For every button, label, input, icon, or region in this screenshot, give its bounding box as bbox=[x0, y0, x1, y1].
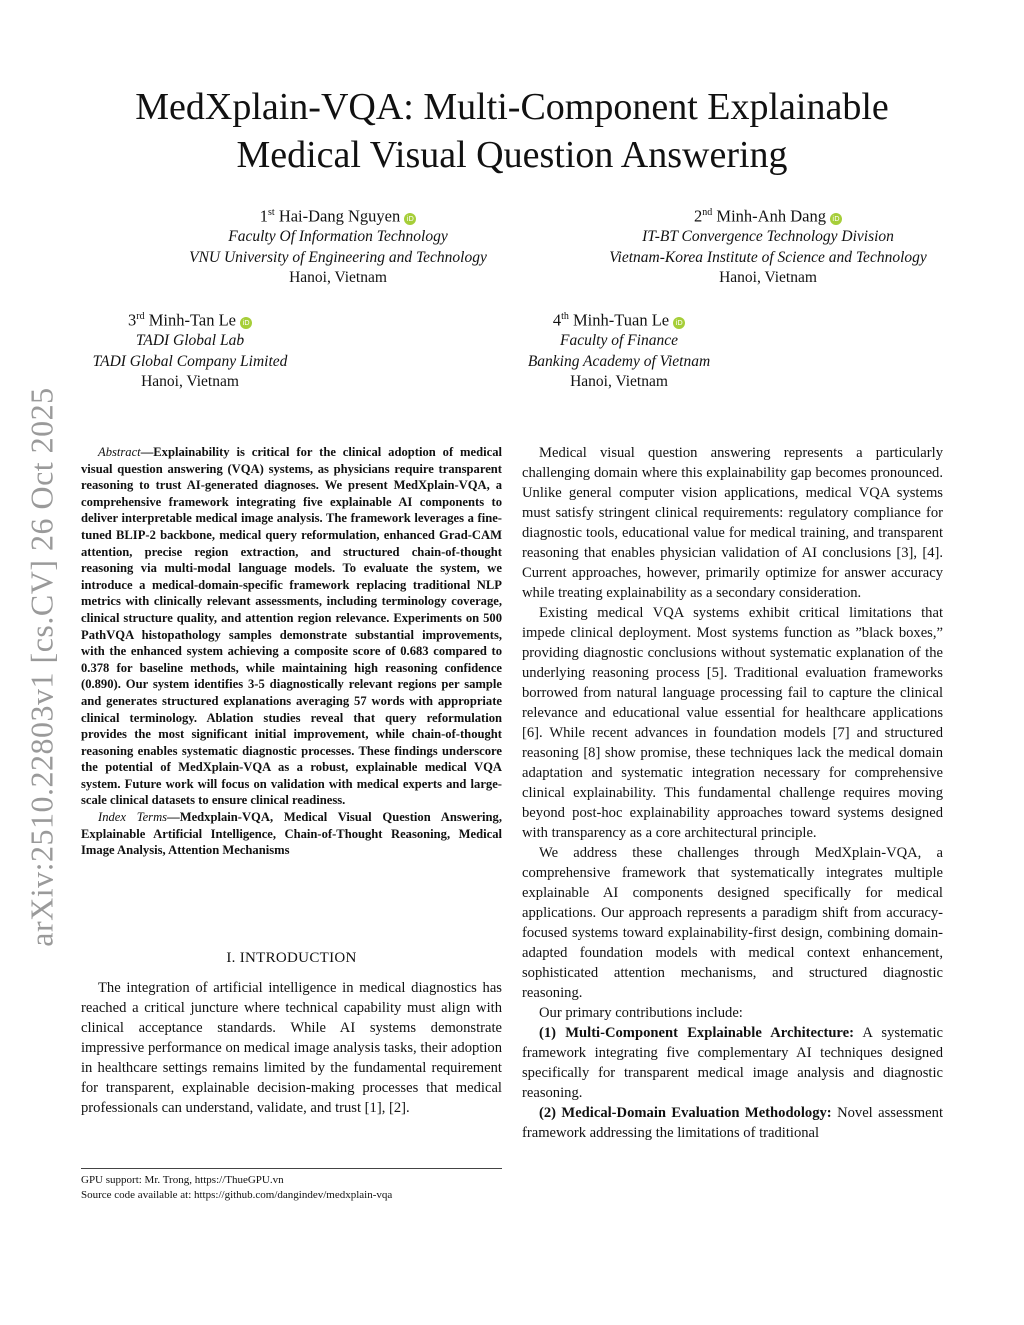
arxiv-identifier: arXiv:2510.22803v1 [cs.CV] 26 Oct 2025 bbox=[23, 387, 60, 947]
orcid-icon[interactable]: iD bbox=[404, 213, 416, 225]
author-name: Minh-Tan Le bbox=[148, 310, 236, 330]
body-paragraph: Existing medical VQA systems exhibit critical limitations that impede clinical deployment. Most systems function as ”black boxes,” providing diagnostic conclusions without systematic explanation of the underlying reasoning process [5]. Traditional evaluation frameworks borrowed from natural language processing fail to capture the clinical relevance and educational value essential for healthcare applications [6]. While recent advances in foundation models [7] and structured reasoning [8] show promise, these techniques lack the medical domain adaptation and systematic integration necessary for comprehensive clinical explainability. This fundamental challenge requires moving beyond post-hoc explainability approaches toward systems designed with transparency as a core architectural principle. bbox=[522, 605, 943, 841]
footnote-gpu-support: GPU support: Mr. Trong, https://ThueGPU.vn bbox=[81, 1174, 284, 1186]
author-institution: TADI Global Company Limited bbox=[92, 352, 288, 370]
author-location: Hanoi, Vietnam bbox=[570, 373, 668, 390]
contribution-item-2 bbox=[522, 1103, 943, 1143]
orcid-icon[interactable]: iD bbox=[240, 317, 252, 329]
footnote-source-code: Source code available at: https://github.com/dangindev/medxplain-vqa bbox=[81, 1189, 393, 1201]
contribution-label: (1) Multi-Component Explainable Architecture: bbox=[539, 1025, 854, 1041]
author-department: Faculty of Finance bbox=[560, 332, 678, 349]
body-paragraph: We address these challenges through MedXplain-VQA, a comprehensive framework that systematically integrates multiple explainable AI components designed specifically for medical applications. Our approach represents a paradigm shift from accuracy-focused systems toward explainability-first design, combining domain-adapted foundation models with medical context enhancement, sophisticated attention mechanisms, and structured diagnostic reasoning. bbox=[522, 845, 943, 1001]
contributions-intro: Our primary contributions include: bbox=[539, 1005, 743, 1021]
contribution-item-1 bbox=[522, 1023, 943, 1103]
author-location: Hanoi, Vietnam bbox=[719, 269, 817, 286]
author-institution: VNU University of Engineering and Technology bbox=[189, 248, 487, 266]
author-block-4 bbox=[429, 307, 809, 393]
abstract-paragraph bbox=[81, 444, 502, 809]
author-location: Hanoi, Vietnam bbox=[289, 269, 387, 286]
author-name: Hai-Dang Nguyen bbox=[278, 206, 401, 226]
author-department: Faculty Of Information Technology bbox=[228, 228, 448, 245]
author-institution: Vietnam-Korea Institute of Science and Technology bbox=[609, 248, 927, 266]
contribution-text: Novel assessment framework addressing the limitations of traditional bbox=[522, 1105, 943, 1141]
index-terms-text: —Medxplain-VQA, Medical Visual Question Answering, Explainable Artificial Intelligence, Chain-of-Thought Reasoning, Medical Image Analysis, Attention Mechanisms bbox=[81, 810, 503, 858]
orcid-icon[interactable]: iD bbox=[673, 317, 685, 329]
author-block-3 bbox=[0, 307, 380, 393]
title-line-2: Medical Visual Question Answering bbox=[236, 134, 788, 176]
intro-paragraph: The integration of artificial intelligence in medical diagnostics has reached a critical juncture where technical capability must align with clinical acceptance standards. While AI systems demonstrate impressive performance on medical image analysis tasks, their adoption in healthcare settings remains limited by the fundamental requirement for transparent, explainable decision-making processes that medical professionals can understand, validate, and trust [1], [2]. bbox=[81, 980, 502, 1116]
contribution-text: A systematic framework integrating five complementary AI techniques designed specifically for transparent medical image analysis and diagnostic reasoning. bbox=[522, 1025, 943, 1101]
author-name-line: 1st Hai-Dang Nguyen iD bbox=[148, 203, 528, 227]
author-name: Minh-Anh Dang bbox=[716, 206, 826, 226]
author-location: Hanoi, Vietnam bbox=[141, 373, 239, 390]
introduction-body bbox=[81, 978, 502, 1118]
author-name-line: 4th Minh-Tuan Le iD bbox=[429, 307, 809, 331]
body-paragraph: Medical visual question answering represents a particularly challenging domain where this explainability gap becomes pronounced. Unlike general computer vision applications, medical VQA systems must satisfy stringent clinical requirements: regulatory compliance for diagnostic tools, educational value for medical training, and transparent reasoning that enables physician validation of AI conclusions [3], [4]. Current approaches, however, primarily optimize for answer accuracy while treating explainability as a secondary consideration. bbox=[522, 445, 943, 601]
author-name: Minh-Tuan Le bbox=[573, 310, 670, 330]
orcid-icon[interactable]: iD bbox=[830, 213, 842, 225]
section-heading-introduction: I. INTRODUCTION bbox=[226, 950, 357, 966]
footnote bbox=[81, 1168, 502, 1203]
author-department: IT-BT Convergence Technology Division bbox=[642, 228, 894, 245]
right-column-body bbox=[522, 443, 943, 1143]
author-institution: Banking Academy of Vietnam bbox=[527, 352, 711, 370]
title-line-1: MedXplain-VQA: Multi-Component Explainable bbox=[135, 86, 889, 128]
abstract-label: Abstract bbox=[98, 445, 141, 459]
author-name-line: 3rd Minh-Tan Le iD bbox=[0, 307, 380, 331]
abstract bbox=[81, 444, 502, 859]
author-name-line: 2nd Minh-Anh Dang iD bbox=[578, 203, 958, 227]
index-terms bbox=[81, 809, 502, 859]
author-block-1 bbox=[148, 203, 528, 289]
paper-title bbox=[0, 83, 1024, 179]
contribution-label: (2) Medical-Domain Evaluation Methodology: bbox=[539, 1105, 832, 1121]
index-terms-label: Index Terms bbox=[98, 810, 168, 825]
author-department: TADI Global Lab bbox=[135, 332, 245, 349]
author-block-2 bbox=[578, 203, 958, 289]
arxiv-stamp bbox=[14, 372, 70, 962]
abstract-text: —Explainability is critical for the clinical adoption of medical visual question answering (VQA) systems, as physicians require transparent reasoning to trust AI-generated diagnoses. We present MedXplain-VQA, a comprehensive framework integrating five explainable AI components to deliver interpretable medical image analysis. The framework leverages a fine-tuned BLIP-2 backbone, medical query reformulation, enhanced Grad-CAM attention, precise region extraction, and structured chain-of-thought reasoning via multi-modal language models. To evaluate the system, we introduce a medical-domain-specific framework replacing traditional NLP metrics with clinically relevant assessments, including terminology coverage, clinical structure quality, and attention region relevance. Experiments on 500 PathVQA histopathology samples demonstrate substantial improvements, with the enhanced system achieving a composite score of 0.683 compared to 0.378 for baseline methods, while maintaining high reasoning confidence (0.890). Our system identifies 3-5 diagnostically relevant regions per sample and generates structured explanations averaging 57 words with appropriate clinical terminology. Ablation studies reveal that query reformulation provides the most significant initial improvement, while chain-of-thought reasoning enables systematic diagnostic processes. These findings underscore the potential of MedXplain-VQA as a robust, explainable medical VQA system. Future work will focus on validation with medical experts and large-scale clinical datasets to ensure clinical readiness. bbox=[81, 445, 502, 808]
